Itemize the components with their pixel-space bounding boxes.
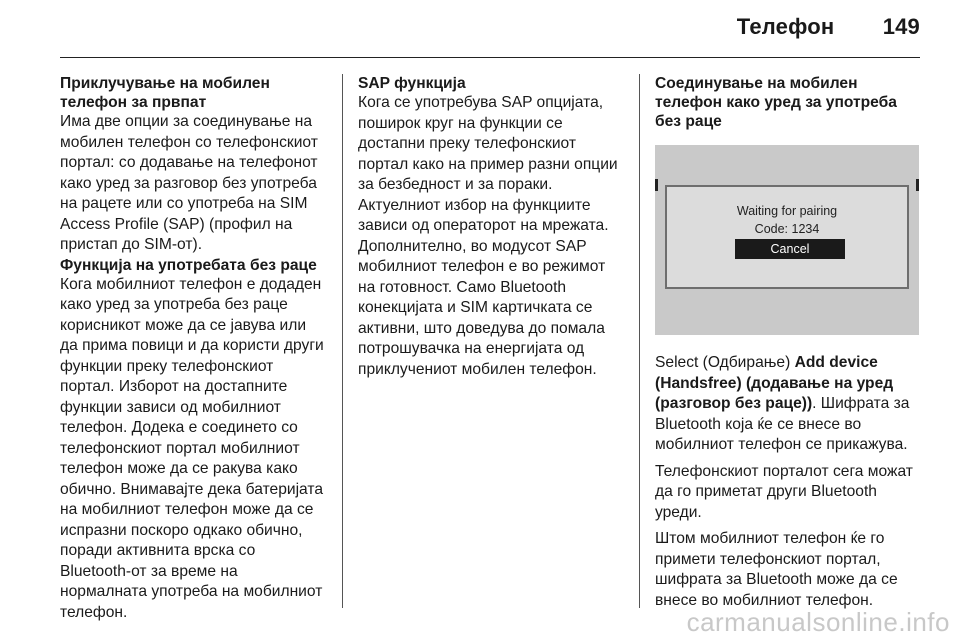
column-2 [358,74,626,380]
page-header [737,14,920,40]
pairing-code-text: Code: 1234 [754,222,820,236]
paragraph-enter-code: Штом мобилниот телефон ќе го примети телефонскиот портал, шифрата за Bluetooth може да се внесе во мобилниот телефон. [655,530,898,609]
paragraph-visible-to-devices: Телефонскиот порталот сега можат да го приметат други Bluetooth уреди. [655,462,913,521]
column-1 [60,74,328,623]
paragraph-connection-options: Има две опции за соединување на мобилен телефон со телефонскиот портал: со додавање на телефонот како уред за разговор без употреба на рацете или со употреба на SIM Access Profile (SAP) (профил на пристап до SIM-от). [60,113,318,253]
pairing-screen-illustration [655,145,919,335]
watermark-text: carmanualsonline.info [686,607,950,637]
pairing-dialog [665,185,909,289]
code-shown-text: . Шифрата за Bluetooth која ќе се внесе во мобилниот телефон се прикажува. [655,395,910,453]
page-title: Телефон [736,14,835,39]
section-heading-pairing: Соединување на мобилен телефон како уред за употреба без раце [655,75,897,130]
section-heading-handsfree: Функција на употребата без раце [60,256,317,274]
cancel-button[interactable]: Cancel [735,239,845,259]
screen-corner-mark [655,179,658,191]
paragraph-select-add-device [655,353,923,456]
section-heading-first-connection: Приклучување на мобилен телефон за првпат [60,75,270,111]
screen-corner-mark [916,179,919,191]
column-3 [655,74,923,611]
paragraph-sap: Кога се употребува SAP опцијата, поширок круг на функции се достапни преку телефонскиот портал како на пример разни опции за безбедност и за пораки. Актуелниот избор на функциите зависи од операторот на мрежата. Дополнително, во модусот SAP мобилниот телефон е во режимот на готовност. Само Bluetooth конекцијата и SIM картичката се активни, што доведува до помала потрошувачка на енергијата од приклучениот мобилен телефон. [358,94,618,378]
header-rule [60,57,920,58]
column-divider-1 [342,74,343,608]
section-heading-sap: SAP функција [358,75,466,92]
column-divider-2 [639,74,640,608]
add-device-menu-text: Add device (Handsfree) (додавање на уред (разговор без раце)) [655,354,894,412]
paragraph-handsfree: Кога мобилниот телефон е додаден како уред за употреба без раце корисникот може да се јавува или да прима повици и да користи други функции преку телефонскиот портал. Изборот на достапните функции зависи од мобилниот телефон. Додека е соединето со телефонскиот портал мобилниот телефон може да се ракува како обично. Внимавајте дека батеријата на мобилниот телефон може да се испразни поскоро одкако обично, поради активнита врска со Bluetooth-от за време на нормалната употреба на мобилниот телефон. [60,275,324,621]
page-number: 149 [882,14,920,39]
pairing-status-text: Waiting for pairing [736,204,838,218]
select-text: Select (Одбирање) [655,354,795,371]
